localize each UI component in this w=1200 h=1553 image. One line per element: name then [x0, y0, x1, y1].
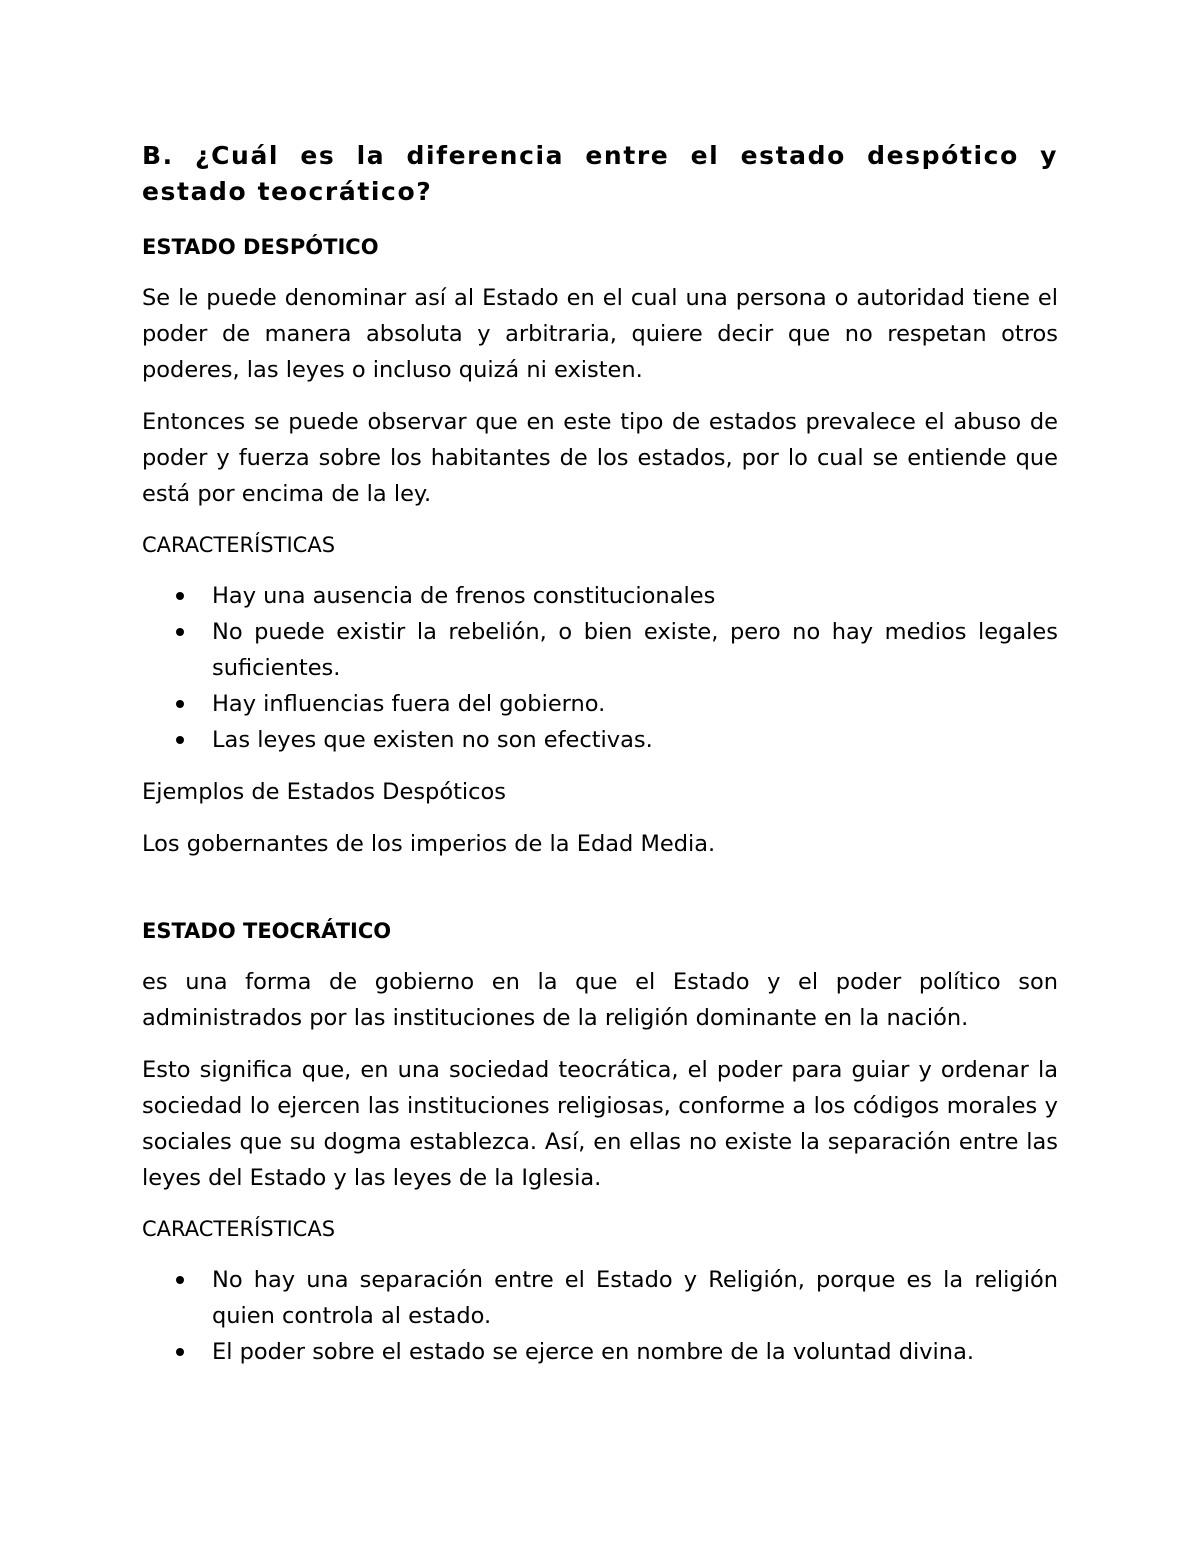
document-page [142, 138, 1058, 1386]
bullet-icon [176, 1348, 184, 1356]
list-item-text: No hay una separación entre el Estado y Religión, porque es la religión quien controla al estado. [212, 1267, 1058, 1329]
list-item [142, 1262, 1058, 1334]
list-item-text: Hay influencias fuera del gobierno. [212, 691, 606, 717]
despotico-characteristics-label: CARACTERÍSTICAS [142, 533, 336, 557]
list-item [142, 686, 1058, 722]
bullet-icon [176, 700, 184, 708]
list-item-text: El poder sobre el estado se ejerce en nombre de la voluntad divina. [212, 1339, 975, 1365]
list-item [142, 722, 1058, 758]
list-item-text: No puede existir la rebelión, o bien existe, pero no hay medios legales suficientes. [212, 619, 1058, 681]
list-item-text: Hay una ausencia de frenos constitucionales [212, 583, 716, 609]
teocratico-paragraph-2: Esto significa que, en una sociedad teocrática, el poder para guiar y ordenar la sociedad lo ejercen las instituciones religiosas, conforme a los códigos morales y sociales que su dogma establezca. Así, en ellas no existe la separación entre las leyes del Estado y las leyes de la Iglesia. [142, 1057, 1058, 1191]
bullet-icon [176, 592, 184, 600]
teocratico-characteristics-label: CARACTERÍSTICAS [142, 1217, 336, 1241]
bullet-icon [176, 628, 184, 636]
heading-estado-despotico: ESTADO DESPÓTICO [142, 235, 379, 259]
question-title: B. ¿Cuál es la diferencia entre el estado despótico y estado teocrático? [142, 141, 1058, 206]
blank-line [142, 878, 1058, 914]
list-item [142, 578, 1058, 614]
examples-label: Ejemplos de Estados Despóticos [142, 779, 507, 805]
despotico-paragraph-1: Se le puede denominar así al Estado en el cual una persona o autoridad tiene el poder de manera absoluta y arbitraria, quiere decir que no respetan otros poderes, las leyes o incluso quizá ni existen. [142, 285, 1058, 383]
despotico-characteristics-list [142, 578, 1058, 758]
bullet-icon [176, 1276, 184, 1284]
teocratico-characteristics-list [142, 1262, 1058, 1370]
list-item [142, 614, 1058, 686]
examples-text: Los gobernantes de los imperios de la Edad Media. [142, 831, 716, 857]
despotico-paragraph-2: Entonces se puede observar que en este tipo de estados prevalece el abuso de poder y fuerza sobre los habitantes de los estados, por lo cual se entiende que está por encima de la ley. [142, 409, 1058, 507]
heading-estado-teocratico: ESTADO TEOCRÁTICO [142, 919, 392, 943]
list-item [142, 1334, 1058, 1370]
teocratico-paragraph-1: es una forma de gobierno en la que el Estado y el poder político son administrados por las instituciones de la religión dominante en la nación. [142, 969, 1058, 1031]
list-item-text: Las leyes que existen no son efectivas. [212, 727, 653, 753]
bullet-icon [176, 736, 184, 744]
